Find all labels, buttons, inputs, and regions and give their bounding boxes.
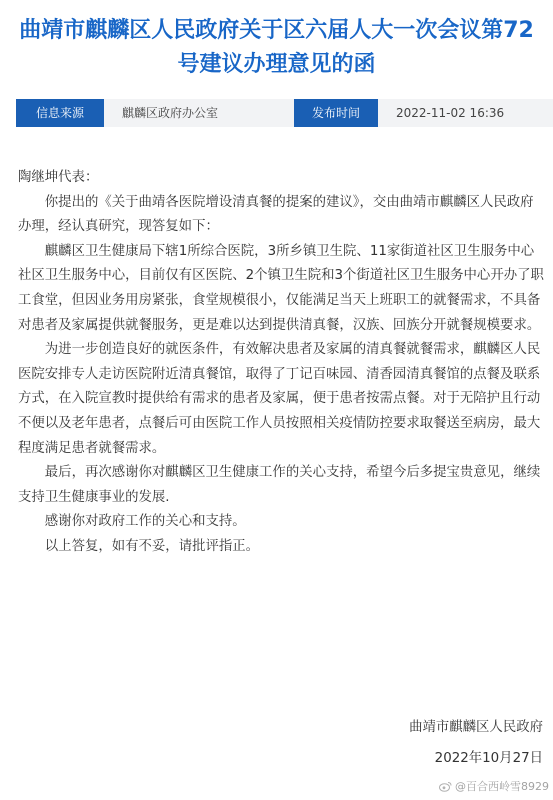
watermark [439, 778, 549, 794]
signature-organization: 曲靖市麒麟区人民政府 [409, 720, 543, 735]
meta-info-bar [16, 99, 553, 127]
paragraph: 为进一步创造良好的就医条件，有效解决患者及家属的清真餐就餐需求，麒麟区人民医院安排专人走访医院附近清真餐馆，取得了丁记百味园、清香园清真餐馆的点餐及联系方式，在入院宣教时提供给有需求的患者及家属，便于患者按需点餐。对于无陪护且行动不便以及老年患者，点餐后可由医院工作人员按照相关疫情防控要求取餐送至病房，最大程度满足患者就餐需求。 [18, 342, 541, 456]
page-title: 曲靖市麒麟区人民政府关于区六届人大一次会议第72号建议办理意见的函 [19, 18, 534, 77]
publish-time-label: 发布时间 [294, 99, 378, 127]
paragraph: 感谢你对政府工作的关心和支持。 [44, 514, 246, 530]
publish-time-value: 2022-11-02 16:36 [396, 106, 505, 120]
paragraph: 麒麟区卫生健康局下辖1所综合医院，3所乡镇卫生院、11家街道社区卫生服务中心社区卫生服务中心，目前仅有区医院、2个镇卫生院和3个街道社区卫生服务中心开办了职工食堂，但因业务用房紧张，食堂规模很小，仅能满足当天上班职工的就餐需求，不具备对患者及家属提供就餐服务，更是难以达到提供清真餐，汉族、回族分开就餐规模要求。 [18, 243, 544, 333]
signature-date: 2022年10月27日 [434, 751, 543, 766]
paragraph: 你提出的《关于曲靖各医院增设清真餐的提案的建议》，交由曲靖市麒麟区人民政府办理，经认真研究，现答复如下： [18, 194, 534, 235]
paragraph: 最后，再次感谢你对麒麟区卫生健康工作的关心支持，希望今后多提宝贵意见，继续支持卫生健康事业的发展. [18, 465, 541, 505]
source-label: 信息来源 [16, 99, 104, 127]
paragraph: 以上答复，如有不妥，请批评指正。 [44, 538, 260, 554]
source-value: 麒麟区政府办公室 [122, 106, 219, 120]
letter-body [18, 166, 545, 560]
watermark-text: @百合西岭雪8929 [455, 780, 549, 793]
weibo-icon [439, 781, 452, 792]
salutation: 陶继坤代表： [18, 170, 99, 185]
